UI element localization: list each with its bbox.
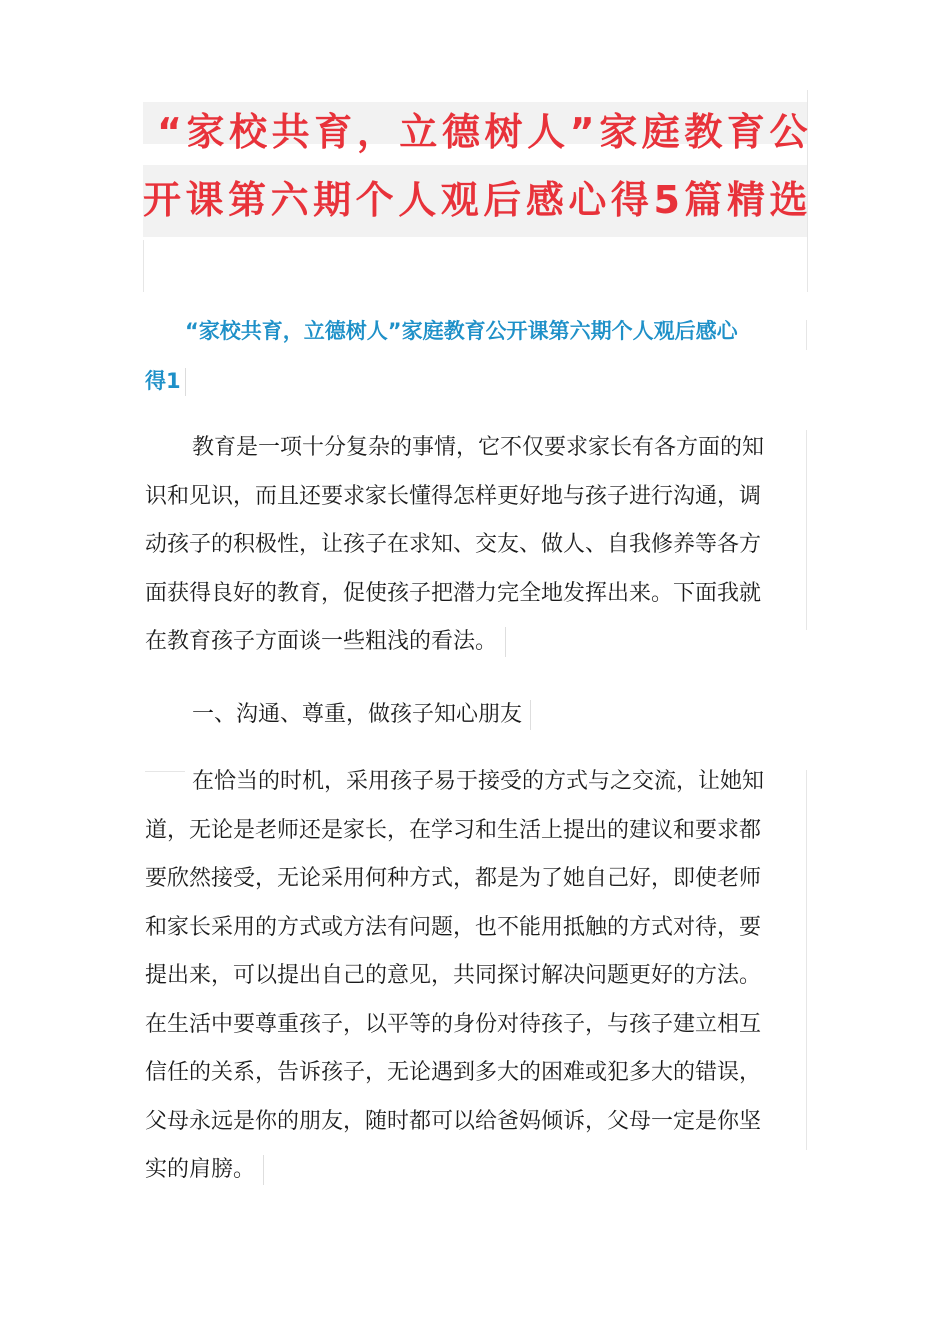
paragraph-line-wrap bbox=[145, 618, 810, 667]
paragraph-line: 教育是一项十分复杂的事情，它不仅要求家长有各方面的知 bbox=[192, 435, 765, 460]
section-heading-wrap bbox=[145, 691, 810, 740]
section-heading-end-mark bbox=[530, 700, 531, 730]
paragraph-line: 信任的关系，告诉孩子，无论遇到多大的困难或犯多大的错误， bbox=[145, 1060, 762, 1085]
paragraph-end-mark bbox=[263, 1155, 264, 1185]
right-margin-rule bbox=[806, 770, 807, 1150]
document-title-line-2: 开课第六期个人观后感心得5篇精选 bbox=[143, 178, 808, 222]
section-subheading bbox=[145, 306, 807, 406]
paragraph-line: 道，无论是老师还是家长，在学习和生活上提出的建议和要求都 bbox=[145, 817, 762, 843]
title-block bbox=[143, 90, 808, 290]
subheading-line-1: “家校共育，立德树人”家庭教育公开课第六期个人观后感心 bbox=[185, 319, 738, 343]
right-margin-rule bbox=[806, 320, 807, 350]
paragraph-line: 在教育孩子方面谈一些粗浅的看法。 bbox=[145, 629, 498, 654]
paragraph-communication bbox=[145, 758, 810, 1195]
paragraph-line: 提出来，可以提出自己的意见，共同探讨解决问题更好的方法。 bbox=[145, 963, 762, 988]
section-heading: 一、沟通、尊重，做孩子知心朋友 bbox=[192, 702, 523, 727]
subheading-end-rule bbox=[185, 368, 186, 396]
section-heading-block bbox=[145, 691, 810, 740]
subheading-line-2: 得1 bbox=[145, 369, 181, 393]
title-frame-left-rule bbox=[143, 240, 144, 292]
paragraph-end-mark bbox=[505, 627, 506, 657]
paragraph-line-wrap bbox=[145, 1146, 810, 1195]
paragraph-line: 父母永远是你的朋友，随时都可以给爸妈倾诉，父母一定是你坚 bbox=[145, 1108, 762, 1134]
paragraph-line: 在生活中要尊重孩子，以平等的身份对待孩子，与孩子建立相互 bbox=[145, 1011, 762, 1037]
right-margin-rule bbox=[806, 430, 807, 630]
paragraph-line: 识和见识，而且还要求家长懂得怎样更好地与孩子进行沟通，调 bbox=[145, 483, 762, 509]
paragraph-line: 动孩子的积极性，让孩子在求知、交友、做人、自我修养等各方 bbox=[145, 532, 762, 557]
paragraph-line: 要欣然接受，无论采用何种方式，都是为了她自己好，即使老师 bbox=[145, 866, 762, 891]
paragraph-line: 面获得良好的教育，促使孩子把潜力完全地发挥出来。下面我就 bbox=[145, 580, 762, 606]
paragraph-line: 在恰当的时机，采用孩子易于接受的方式与之交流，让她知 bbox=[192, 769, 765, 794]
subheading-line-2-wrap bbox=[145, 356, 807, 406]
paragraph-intro bbox=[145, 424, 810, 667]
document-title bbox=[143, 90, 808, 234]
paragraph-line: 实的肩膀。 bbox=[145, 1157, 256, 1182]
paragraph-line: 和家长采用的方式或方法有问题，也不能用抵触的方式对待，要 bbox=[145, 914, 762, 940]
document-title-line-1: “家校共育，立德树人”家庭教育公 bbox=[157, 110, 808, 154]
